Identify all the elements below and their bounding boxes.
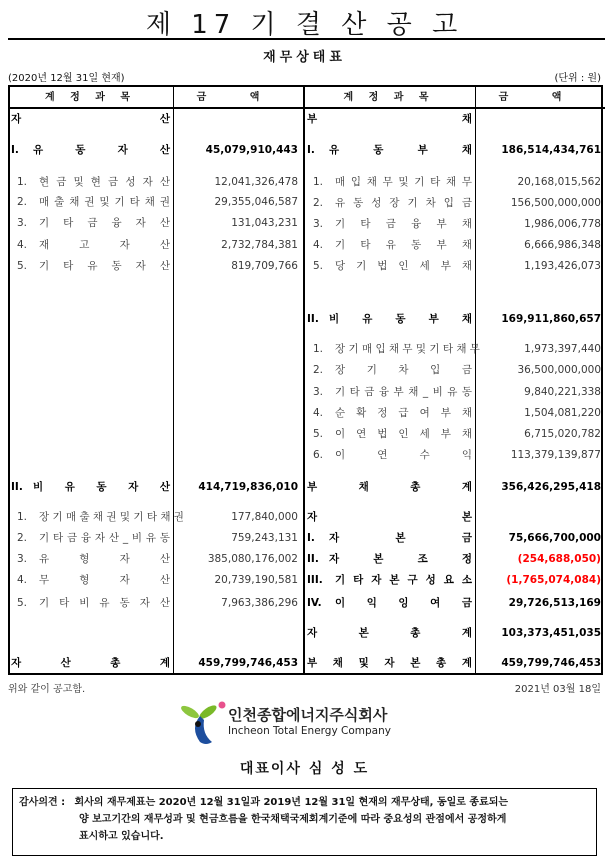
- right-account-row: [313, 216, 472, 232]
- item-number: 3.: [17, 217, 28, 229]
- account-label: 유 동 자 산: [33, 144, 170, 156]
- item-number: 5.: [17, 597, 28, 609]
- company-logo: [178, 698, 418, 748]
- item-number: 1.: [17, 176, 28, 188]
- right-amount: 20,168,015,562: [517, 176, 601, 188]
- left-account-row: [17, 530, 170, 546]
- account-label: 기 타 금 융 자 산 _ 비 유 동: [39, 532, 170, 544]
- account-label: 비 유 동 부 채: [329, 313, 472, 325]
- item-number: 4.: [313, 407, 324, 419]
- account-label: 장 기 매 출 채 권 및 기 타 채 권: [39, 511, 184, 523]
- left-amount: 7,963,386,296: [221, 597, 298, 609]
- left-amount: 414,719,836,010: [198, 481, 298, 493]
- account-label: 기 타 자 본 구 성 요 소: [335, 574, 472, 586]
- company-name-en: Incheon Total Energy Company: [228, 725, 391, 737]
- right-account-row: [307, 509, 472, 525]
- item-number: IV.: [307, 597, 322, 609]
- right-amount: 1,986,006,778: [524, 218, 601, 230]
- account-label: 기 타 유 동 자 산: [39, 260, 170, 272]
- right-account-row: [307, 111, 472, 127]
- company-name-ko: 인천종합에너지주식회사: [228, 706, 388, 724]
- left-amount: 131,043,231: [231, 217, 298, 229]
- audit-label: 감사의견 :: [19, 797, 66, 808]
- right-account-row: [313, 258, 472, 274]
- left-amount: 177,840,000: [231, 511, 298, 523]
- audit-line: 표시하고 있습니다.: [79, 831, 164, 842]
- right-account-row: [313, 384, 472, 400]
- item-number: II.: [307, 553, 319, 565]
- left-amount: 759,243,131: [231, 532, 298, 544]
- account-label: 기 타 유 동 부 채: [335, 239, 472, 251]
- right-account-row: [307, 625, 472, 641]
- item-number: 2.: [17, 196, 28, 208]
- account-label: 장 기 매 입 채 무 및 기 타 채 무: [335, 343, 480, 355]
- right-amount: 6,666,986,348: [524, 239, 601, 251]
- item-number: 1.: [17, 511, 28, 523]
- left-amount: 385,080,176,002: [207, 553, 298, 565]
- account-label: 장 기 차 입 금: [335, 364, 472, 376]
- right-account-row: [313, 237, 472, 253]
- account-label: 기 타 금 융 부 채 _ 비 유 동: [335, 386, 472, 398]
- left-amount: 2,732,784,381: [221, 239, 298, 251]
- header-amount-right: 금 액: [498, 92, 582, 103]
- right-amount: (1,765,074,084): [506, 574, 601, 586]
- item-number: 2.: [313, 364, 324, 376]
- left-account-row: [11, 111, 170, 127]
- right-amount: 186,514,434,761: [501, 144, 601, 156]
- right-account-row: [307, 551, 472, 567]
- right-amount: 356,426,295,418: [501, 481, 601, 493]
- audit-opinion-box: [12, 788, 597, 856]
- left-account-row: [11, 479, 170, 495]
- item-number: 2.: [313, 197, 324, 209]
- account-label: 무 형 자 산: [39, 574, 170, 586]
- item-number: 5.: [17, 260, 28, 272]
- header-account-right: 계 정 과 목: [343, 92, 435, 103]
- account-label: 기 타 금 융 자 산: [39, 217, 170, 229]
- account-label: 부 채 총 계: [307, 481, 472, 493]
- account-label: 순 확 정 급 여 부 채: [335, 407, 472, 419]
- column-divider: [173, 85, 174, 675]
- right-account-row: [307, 572, 472, 588]
- left-amount: 459,799,746,453: [198, 657, 298, 669]
- notice-title: 제 17 기 결 산 공 고: [145, 10, 464, 40]
- left-account-row: [11, 142, 170, 158]
- account-label: 자 본 금: [329, 532, 472, 544]
- left-amount: 29,355,046,587: [214, 196, 298, 208]
- account-label: 자 산: [11, 113, 170, 125]
- statement-title: 재무상태표: [263, 50, 346, 65]
- right-account-row: [313, 174, 472, 190]
- audit-line: 양 보고기간의 재무성과 및 현금흐름을 한국채택국제회계기준에 따라 중요성의 관점에서 공정하게: [79, 814, 507, 825]
- right-amount: [478, 509, 601, 525]
- right-amount: 36,500,000,000: [517, 364, 601, 376]
- right-account-row: [307, 479, 472, 495]
- item-number: I.: [307, 144, 315, 156]
- account-label: 유 동 성 장 기 차 입 금: [335, 197, 472, 209]
- left-account-row: [17, 572, 170, 588]
- item-number: II.: [307, 313, 319, 325]
- right-account-row: [313, 405, 472, 421]
- left-account-row: [17, 237, 170, 253]
- item-number: I.: [11, 144, 19, 156]
- account-label: 매 출 채 권 및 기 타 채 권: [39, 196, 170, 208]
- account-label: 자 본 총 계: [307, 627, 472, 639]
- right-amount: 459,799,746,453: [501, 657, 601, 669]
- right-amount: [478, 111, 601, 127]
- right-amount: 169,911,860,657: [501, 313, 601, 325]
- right-account-row: [313, 362, 472, 378]
- right-account-row: [313, 447, 472, 463]
- left-amount: [175, 111, 298, 127]
- right-account-row: [307, 311, 472, 327]
- item-number: 1.: [313, 176, 324, 188]
- item-number: 1.: [313, 343, 324, 355]
- notice-date: 2021년 03월 18일: [514, 684, 601, 695]
- right-account-row: [307, 530, 472, 546]
- item-number: 5.: [313, 428, 324, 440]
- account-label: 이 연 수 익: [335, 449, 472, 461]
- left-account-row: [17, 509, 184, 525]
- right-account-row: [313, 426, 472, 442]
- item-number: 6.: [313, 449, 324, 461]
- account-label: 현 금 및 현 금 성 자 산: [39, 176, 170, 188]
- item-number: 4.: [17, 574, 28, 586]
- right-amount: (254,688,050): [517, 553, 601, 565]
- header-account-left: 계 정 과 목: [44, 92, 137, 103]
- as-of-date: (2020년 12월 31일 현재): [8, 73, 125, 84]
- left-account-row: [17, 174, 170, 190]
- account-label: 이 연 법 인 세 부 채: [335, 428, 472, 440]
- header-amount-left: 금 액: [196, 92, 280, 103]
- right-account-row: [313, 341, 480, 357]
- account-label: 당 기 법 인 세 부 채: [335, 260, 472, 272]
- account-label: 자 본 조 정: [329, 553, 472, 565]
- left-account-row: [11, 655, 170, 671]
- right-amount: 1,504,081,220: [524, 407, 601, 419]
- left-amount: 819,709,766: [231, 260, 298, 272]
- account-label: 기 타 금 융 부 채: [335, 218, 472, 230]
- account-label: 자 산 총 계: [11, 657, 170, 669]
- item-number: 4.: [17, 239, 28, 251]
- item-number: I.: [307, 532, 315, 544]
- right-amount: 6,715,020,782: [524, 428, 601, 440]
- right-account-row: [313, 195, 472, 211]
- account-label: 기 타 비 유 동 자 산: [39, 597, 170, 609]
- header-divider: [8, 107, 605, 109]
- account-label: 부 채 및 자 본 총 계: [307, 657, 472, 669]
- right-amount: 103,373,451,035: [501, 627, 601, 639]
- right-amount: 75,666,700,000: [508, 532, 601, 544]
- column-divider: [475, 85, 476, 675]
- item-number: III.: [307, 574, 323, 586]
- left-account-row: [17, 194, 170, 210]
- left-account-row: [17, 551, 170, 567]
- account-label: 비 유 동 자 산: [33, 481, 170, 493]
- account-label: 이 익 잉 여 금: [335, 597, 472, 609]
- account-label: 유 동 부 채: [329, 144, 472, 156]
- right-amount: 29,726,513,169: [508, 597, 601, 609]
- ceo-signature: 대표이사 심 성 도: [239, 761, 370, 777]
- item-number: 4.: [313, 239, 324, 251]
- item-number: 3.: [313, 218, 324, 230]
- audit-line: 회사의 재무제표는 2020년 12월 31일과 2019년 12월 31일 현재의 재무상태, 동일로 종료되는: [74, 797, 509, 808]
- left-amount: 20,739,190,581: [214, 574, 298, 586]
- left-account-row: [17, 215, 170, 231]
- account-label: 자 본: [307, 511, 472, 523]
- right-account-row: [307, 655, 472, 671]
- left-amount: 45,079,910,443: [205, 144, 298, 156]
- account-label: 매 입 채 무 및 기 타 채 무: [335, 176, 472, 188]
- title-divider: [8, 38, 605, 40]
- left-amount: 12,041,326,478: [214, 176, 298, 188]
- column-divider: [303, 85, 305, 675]
- right-account-row: [307, 142, 472, 158]
- right-amount: 1,193,426,073: [524, 260, 601, 272]
- item-number: II.: [11, 481, 23, 493]
- item-number: 2.: [17, 532, 28, 544]
- account-label: 재 고 자 산: [39, 239, 170, 251]
- right-amount: 9,840,221,338: [524, 386, 601, 398]
- account-label: 부 채: [307, 113, 472, 125]
- left-account-row: [17, 595, 170, 611]
- item-number: 3.: [313, 386, 324, 398]
- account-label: 유 형 자 산: [39, 553, 170, 565]
- notice-text: 위와 같이 공고함.: [8, 684, 86, 695]
- right-amount: 156,500,000,000: [510, 197, 601, 209]
- item-number: 3.: [17, 553, 28, 565]
- left-account-row: [17, 258, 170, 274]
- item-number: 5.: [313, 260, 324, 272]
- right-amount: 1,973,397,440: [524, 343, 601, 355]
- right-account-row: [307, 595, 472, 611]
- right-amount: 113,379,139,877: [510, 449, 601, 461]
- unit-label: (단위 : 원): [554, 73, 601, 84]
